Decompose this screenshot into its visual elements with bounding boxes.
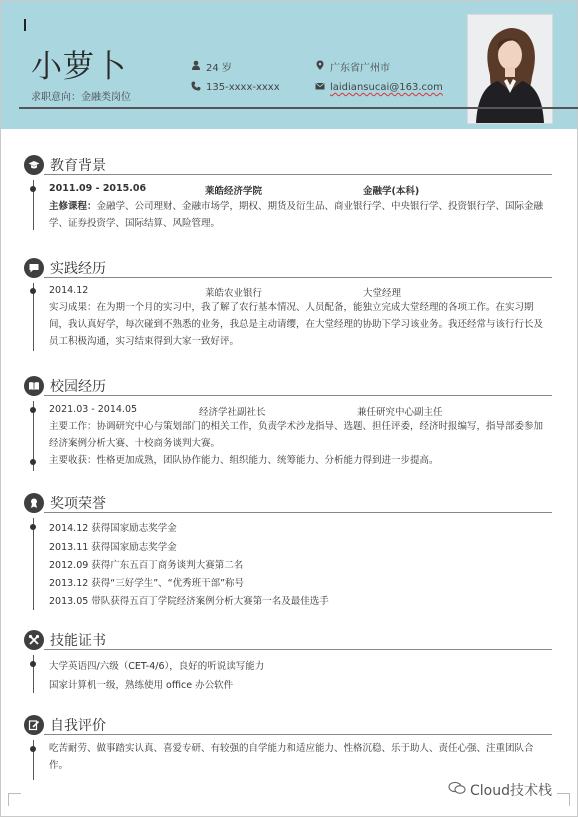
email-text[interactable]: laidiansucai@163.com xyxy=(330,82,443,93)
timeline-dot xyxy=(30,746,36,752)
practice-org: 莱皓农业银行 xyxy=(205,288,263,299)
campus-org: 经济学社副社长 xyxy=(199,407,266,418)
job-intent: 求职意向：金融类岗位 xyxy=(31,92,131,103)
wechat-icon xyxy=(448,781,466,799)
award-item: 2013.12 获得“三好学生”、“优秀班干部”称号 xyxy=(49,578,244,589)
section-divider xyxy=(44,277,552,278)
phone-icon xyxy=(191,81,201,94)
award-item: 2014.12 获得国家励志奖学金 xyxy=(49,523,177,534)
timeline-line xyxy=(33,518,34,610)
education-school: 莱皓经济学院 xyxy=(205,186,263,197)
section-practice xyxy=(24,257,552,279)
section-self-evaluation xyxy=(24,714,552,736)
person-icon xyxy=(191,60,201,73)
campus-date: 2021.03 - 2014.05 xyxy=(49,404,138,415)
section-campus xyxy=(24,375,552,397)
watermark-text: Cloud技术栈 xyxy=(470,783,552,799)
phone-info xyxy=(191,81,280,94)
section-skills xyxy=(24,629,552,651)
header-divider xyxy=(19,107,578,109)
section-title: 校园经历 xyxy=(50,379,106,395)
education-degree: 金融学(本科) xyxy=(363,186,420,197)
candidate-name: 小萝卜 xyxy=(31,49,127,85)
edit-icon xyxy=(24,715,44,735)
work-label: 主要工作： xyxy=(49,421,97,432)
self-evaluation-text: 吃苦耐劳、做事踏实认真、喜爱专研、有较强的自学能力和适应能力、性格沉稳、乐于助人、责任心强、注重团队合作。 xyxy=(49,743,534,771)
book-icon xyxy=(24,376,44,396)
email-icon xyxy=(315,81,325,94)
award-item: 2013.05 带队获得五百丁学院经济案例分析大赛第一名及最佳选手 xyxy=(49,596,329,607)
practice-description: 实习成果：在为期一个月的实习中，我了解了农行基本情况、人员配备，能独立完成大堂经理的各项工作。在实习期间，我认真好学，每次碰到不熟悉的业务，我总是主动请缨，在大堂经理的协助下学习该业务。我还经常与该行行长及员工积极沟通，实习结束得到大家一致好评。 xyxy=(49,302,544,347)
section-title: 教育背景 xyxy=(50,158,106,174)
section-awards xyxy=(24,492,552,514)
campus-role: 兼任研究中心副主任 xyxy=(357,407,443,418)
section-divider xyxy=(44,734,552,735)
work-text: 协调研究中心与策划部门的相关工作，负责学术沙龙指导、选题、担任评委，经济时报编写，指导部委参加经济案例分析大赛、十校商务谈判大赛。 xyxy=(49,421,544,449)
timeline-dot xyxy=(30,407,36,413)
resume-header xyxy=(1,1,577,129)
practice-role: 大堂经理 xyxy=(363,288,402,299)
timeline-dot xyxy=(30,524,36,530)
chat-icon xyxy=(24,258,44,278)
age-text: 24 岁 xyxy=(206,63,232,74)
gain-text: 性格更加成熟，团队协作能力、组织能力、统筹能力、分析能力得到进一步提高。 xyxy=(96,455,439,466)
section-title: 奖项荣誉 xyxy=(50,496,106,512)
gain-label: 主要收获： xyxy=(49,455,97,466)
award-item: 2013.11 获得国家励志奖学金 xyxy=(49,542,177,553)
section-title: 实践经历 xyxy=(50,261,106,277)
timeline-dot xyxy=(30,288,36,294)
tools-icon xyxy=(24,630,44,650)
timeline-dot xyxy=(30,661,36,667)
watermark xyxy=(448,780,552,800)
email-info[interactable] xyxy=(315,81,443,94)
location-pin-icon xyxy=(315,60,325,73)
location-text: 广东省广州市 xyxy=(330,63,390,74)
crop-mark xyxy=(557,793,570,806)
section-title: 技能证书 xyxy=(50,633,106,649)
campus-work xyxy=(49,418,547,452)
phone-text: 135-xxxx-xxxx xyxy=(206,82,280,93)
skill-item: 国家计算机一级，熟练使用 office 办公软件 xyxy=(49,680,234,691)
crop-mark xyxy=(8,793,21,806)
location-info xyxy=(315,59,390,74)
timeline-dot xyxy=(30,459,36,465)
award-icon xyxy=(24,493,44,513)
section-divider xyxy=(44,395,552,396)
text-cursor-mark xyxy=(24,19,26,31)
section-divider xyxy=(44,174,552,175)
timeline-dot xyxy=(30,186,36,192)
practice-date: 2014.12 xyxy=(49,285,89,296)
section-title: 自我评价 xyxy=(50,718,106,734)
education-courses xyxy=(49,198,547,232)
courses-label: 主修课程： xyxy=(49,201,97,212)
award-item: 2012.09 获得广东五百丁商务谈判大赛第二名 xyxy=(49,560,244,571)
section-divider xyxy=(44,512,552,513)
skill-item: 大学英语四/六级（CET-4/6），良好的听说读写能力 xyxy=(49,661,265,672)
courses-text: 金融学、公司理财、金融市场学，期权、期货及衍生品、商业银行学、中央银行学、投资银行学、国际金融学、证券投资学、国际结算、风险管理。 xyxy=(49,201,544,229)
section-divider xyxy=(44,649,552,650)
education-date: 2011.09 - 2015.06 xyxy=(49,183,147,194)
age-info xyxy=(191,59,232,74)
graduation-cap-icon xyxy=(24,155,44,175)
section-education xyxy=(24,154,552,176)
campus-gain xyxy=(49,452,547,469)
